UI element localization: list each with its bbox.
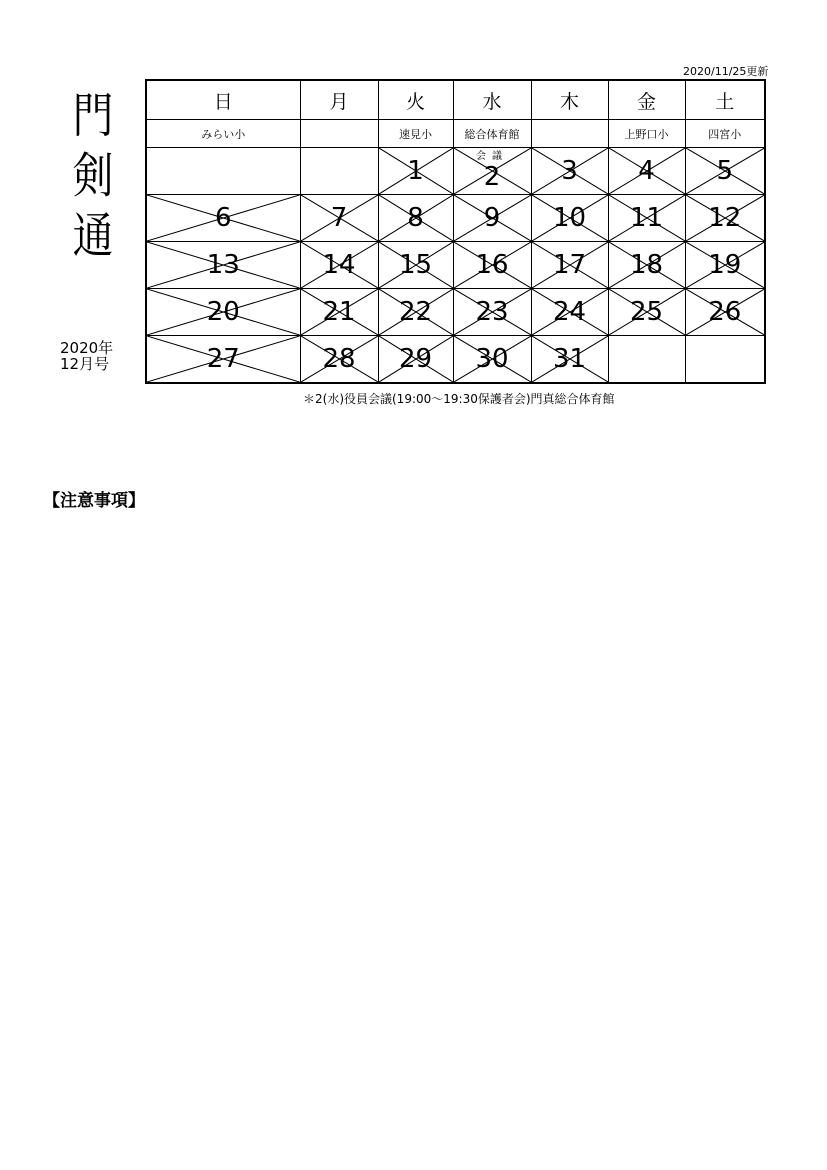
- day-number: 5: [716, 156, 734, 186]
- day-number: 27: [206, 344, 240, 374]
- day-cell: [685, 242, 765, 289]
- empty-day-cell: [608, 336, 685, 384]
- day-number: 22: [398, 297, 433, 327]
- day-cell: [146, 195, 300, 242]
- day-cell: [608, 148, 685, 195]
- day-cell: [608, 289, 685, 336]
- day-number: 24: [552, 297, 587, 327]
- day-number: 17: [552, 250, 587, 280]
- day-cell: [531, 195, 608, 242]
- day-cell: [531, 289, 608, 336]
- venue-cell: 四宮小: [685, 120, 765, 148]
- venue-cell: 上野口小: [608, 120, 685, 148]
- weekday-header: 日: [146, 80, 300, 120]
- day-cell: [531, 148, 608, 195]
- day-number: 25: [629, 297, 664, 327]
- day-number: 8: [407, 203, 424, 233]
- day-number: 31: [552, 344, 587, 374]
- day-cell: [453, 242, 531, 289]
- day-number: 6: [214, 203, 232, 233]
- weekday-header-row: [146, 80, 765, 120]
- day-cell: [685, 289, 765, 336]
- weekday-header: 火: [378, 80, 453, 120]
- day-number: 9: [483, 203, 501, 233]
- empty-day-cell: [146, 148, 300, 195]
- issue-month: 12月号: [60, 355, 110, 373]
- day-number: 11: [629, 203, 664, 233]
- week-row: [146, 289, 765, 336]
- day-number: 18: [629, 250, 664, 280]
- notes-heading: 【注意事項】: [43, 491, 145, 511]
- week-row: [146, 195, 765, 242]
- newsletter-title: [62, 86, 124, 266]
- day-number: 4: [638, 156, 655, 186]
- empty-day-cell: [300, 148, 378, 195]
- day-cell: [608, 242, 685, 289]
- venue-cell: [531, 120, 608, 148]
- title-char-1: 門: [72, 88, 114, 144]
- day-cell: [453, 336, 531, 384]
- venue-cell: 速見小: [378, 120, 453, 148]
- day-number: 10: [552, 203, 587, 233]
- venue-cell: みらい小: [146, 120, 300, 148]
- issue-year: 2020年: [60, 339, 114, 357]
- day-number: 3: [561, 156, 578, 186]
- day-number: 29: [398, 344, 433, 374]
- day-cell: [146, 242, 300, 289]
- updated-date: 2020/11/25更新: [683, 65, 769, 78]
- day-number: 28: [322, 344, 356, 374]
- day-number: 23: [475, 297, 509, 327]
- week-row: [146, 336, 765, 384]
- day-cell: [300, 242, 378, 289]
- day-number: 7: [330, 203, 348, 233]
- day-note: 会議: [476, 151, 508, 162]
- day-number: 30: [475, 344, 509, 374]
- day-cell: [378, 148, 453, 195]
- week-row: [146, 242, 765, 289]
- day-cell: [608, 195, 685, 242]
- day-cell: [685, 195, 765, 242]
- footnote: ＊2(水)役員会議(19:00～19:30保護者会)門真総合体育館: [303, 392, 615, 406]
- issue-label: [60, 340, 140, 372]
- day-cell: [146, 289, 300, 336]
- day-cell: [300, 336, 378, 384]
- day-number: 15: [398, 250, 433, 280]
- title-char-2: 剣: [72, 148, 114, 204]
- day-number: 2: [483, 162, 501, 192]
- day-number: 19: [708, 250, 742, 280]
- day-cell: [378, 195, 453, 242]
- venue-cell: [300, 120, 378, 148]
- day-cell: [531, 242, 608, 289]
- day-cell: [300, 289, 378, 336]
- day-cell: [531, 336, 608, 384]
- title-char-3: 通: [72, 208, 114, 264]
- day-cell: [300, 195, 378, 242]
- day-number: 26: [708, 297, 742, 327]
- day-number: 1: [407, 156, 424, 186]
- practice-calendar: [145, 79, 766, 384]
- day-number: 21: [322, 297, 356, 327]
- day-number: 14: [322, 250, 356, 280]
- weekday-header: 金: [608, 80, 685, 120]
- day-cell: [146, 336, 300, 384]
- day-number: 16: [475, 250, 509, 280]
- day-cell: [378, 336, 453, 384]
- weekday-header: 木: [531, 80, 608, 120]
- weekday-header: 水: [453, 80, 531, 120]
- day-number: 20: [206, 297, 240, 327]
- empty-day-cell: [685, 336, 765, 384]
- day-cell: [453, 148, 531, 195]
- day-cell: [453, 289, 531, 336]
- day-number: 12: [708, 203, 742, 233]
- weekday-header: 月: [300, 80, 378, 120]
- week-row: [146, 148, 765, 195]
- day-cell: [685, 148, 765, 195]
- day-cell: [453, 195, 531, 242]
- day-cell: [378, 289, 453, 336]
- venue-cell: 総合体育館: [453, 120, 531, 148]
- weekday-header: 土: [685, 80, 765, 120]
- venue-row: [146, 120, 765, 148]
- day-cell: [378, 242, 453, 289]
- day-number: 13: [206, 250, 240, 280]
